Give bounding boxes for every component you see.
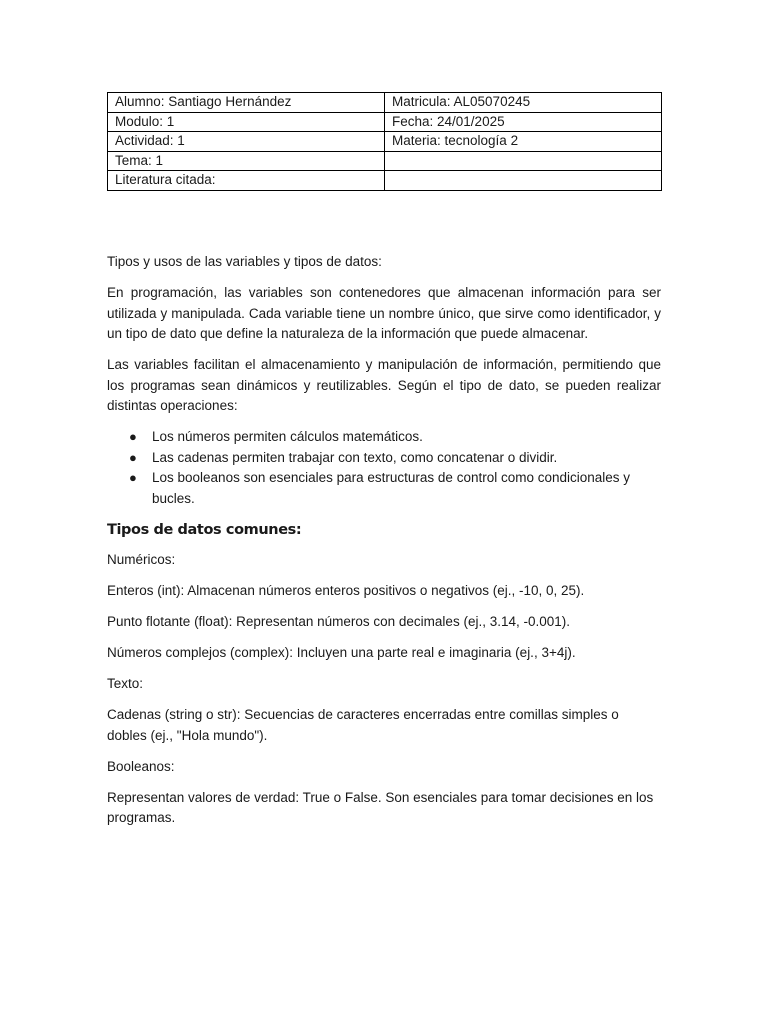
paragraph: Enteros (int): Almacenan números enteros positivos o negativos (ej., -10, 0, 25). <box>107 583 585 598</box>
table-row <box>108 171 662 191</box>
fecha-cell: Fecha: 24/01/2025 <box>385 112 662 132</box>
materia-cell: Materia: tecnología 2 <box>385 132 662 152</box>
matricula-cell: Matricula: AL05070245 <box>385 93 662 113</box>
actividad-cell: Actividad: 1 <box>108 132 385 152</box>
bullet-icon: ● <box>129 470 137 485</box>
table-row <box>108 112 662 132</box>
literatura-cell: Literatura citada: <box>108 171 385 191</box>
subsection-label: Booleanos: <box>107 758 175 774</box>
table-row <box>108 93 662 113</box>
list-item-text: Los números permiten cálculos matemáticos. <box>152 429 423 444</box>
paragraph: Representan valores de verdad: True o False. Son esenciales para tomar decisiones en los programas. <box>107 789 654 825</box>
modulo-cell: Modulo: 1 <box>108 112 385 132</box>
table-row <box>108 132 662 152</box>
paragraph: Punto flotante (float): Representan números con decimales (ej., 3.14, -0.001). <box>107 614 571 629</box>
paragraph: Las variables facilitan el almacenamiento y manipulación de información, permitiendo que los programas sean dinámicos y reutilizables. Según el tipo de dato, se pueden realizar distintas operaciones: <box>107 357 661 413</box>
paragraph: Cadenas (string o str): Secuencias de caracteres encerradas entre comillas simples o dobles (ej., "Hola mundo"). <box>107 707 619 743</box>
section-heading: Tipos de datos comunes: <box>107 521 302 538</box>
list-item <box>107 448 661 469</box>
intro-title: Tipos y usos de las variables y tipos de datos: <box>107 254 382 269</box>
paragraph: En programación, las variables son contenedores que almacenan información para ser utilizada y manipulada. Cada variable tiene un nombre único, que sirve como identificador, y un tipo de dato que define la naturaleza de la información que puede almacenar. <box>107 285 661 341</box>
bullet-icon: ● <box>129 429 137 444</box>
list-item-text: Las cadenas permiten trabajar con texto, como concatenar o dividir. <box>152 449 558 465</box>
empty-cell <box>385 151 662 171</box>
list-item <box>107 427 661 448</box>
bullet-list <box>107 427 661 509</box>
alumno-cell: Alumno: Santiago Hernández <box>108 93 385 113</box>
document-body <box>107 252 661 839</box>
empty-cell <box>385 171 662 191</box>
document-header <box>107 92 661 191</box>
subsection-label: Numéricos: <box>107 552 176 567</box>
bullet-icon: ● <box>129 449 137 465</box>
list-item-text: Los booleanos son esenciales para estructuras de control como condicionales y bucles. <box>152 470 631 506</box>
paragraph: Números complejos (complex): Incluyen una parte real e imaginaria (ej., 3+4j). <box>107 645 576 660</box>
student-info-table <box>107 92 662 191</box>
subsection-label: Texto: <box>107 676 144 691</box>
list-item <box>107 468 661 509</box>
table-row <box>108 151 662 171</box>
tema-cell: Tema: 1 <box>108 151 385 171</box>
